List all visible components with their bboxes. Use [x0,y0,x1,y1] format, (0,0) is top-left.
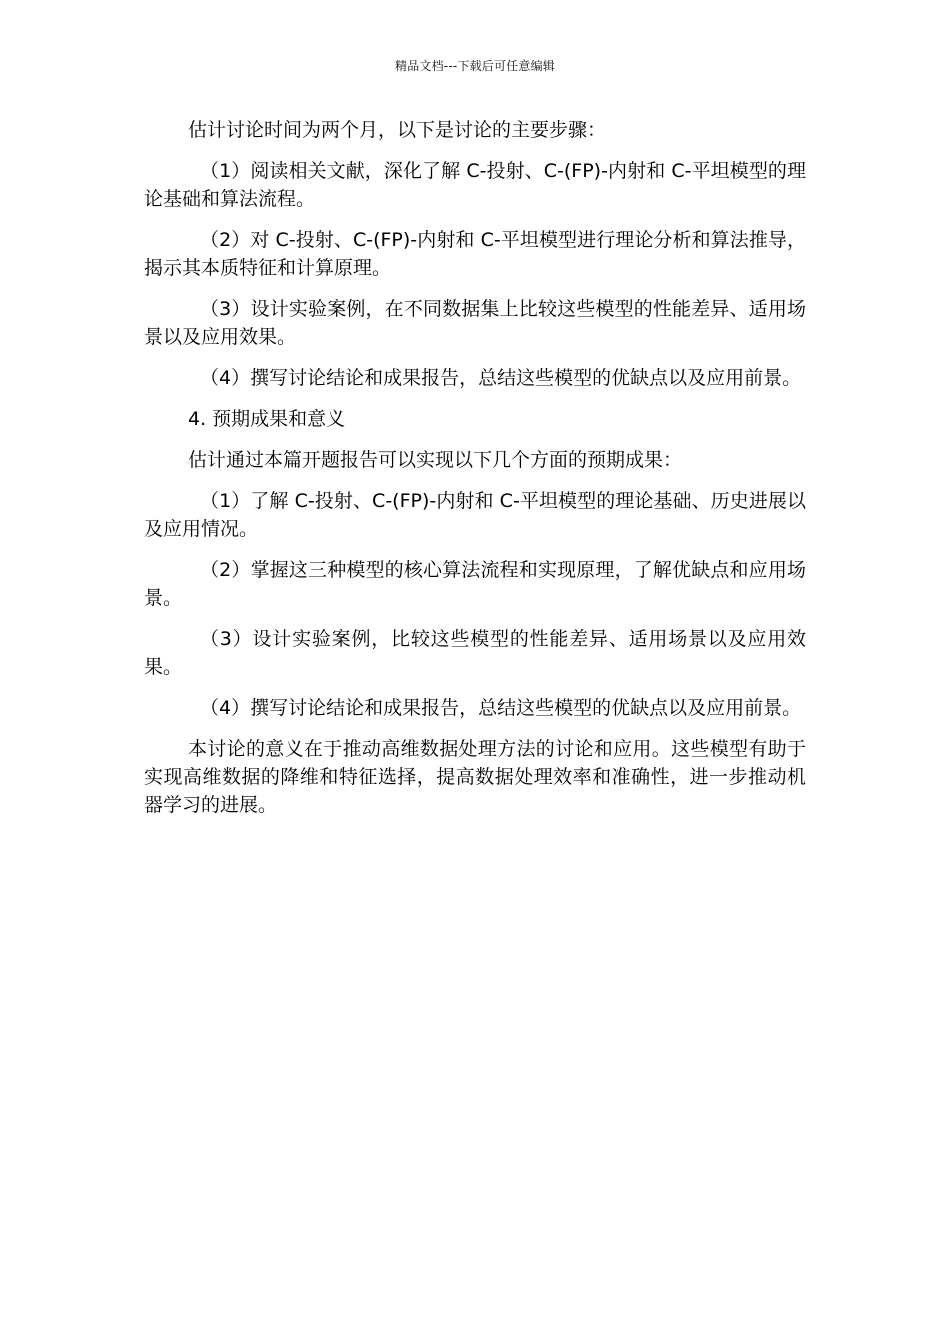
intro-paragraph: 估计讨论时间为两个月，以下是讨论的主要步骤： [188,119,607,141]
outcome-item-1: （1）了解 C-投射、C-(FP)-内射和 C-平坦模型的理论基础、历史进展以及应用情况。 [144,490,806,540]
step-item-3: （3）设计实验案例，在不同数据集上比较这些模型的性能差异、适用场景以及应用效果。 [144,298,806,348]
section-heading: 4. 预期成果和意义 [188,408,346,430]
outcome-item-2: （2）掌握这三种模型的核心算法流程和实现原理，了解优缺点和应用场景。 [144,559,806,609]
outcome-item-3: （3）设计实验案例，比较这些模型的性能差异、适用场景以及应用效果。 [144,628,806,678]
outcomes-intro-paragraph: 估计通过本篇开题报告可以实现以下几个方面的预期成果： [188,449,683,471]
document-body [144,116,806,832]
step-item-2: （2）对 C-投射、C-(FP)-内射和 C-平坦模型进行理论分析和算法推导，揭示其本质特征和计算原理。 [144,229,806,279]
outcome-item-4: （4）撰写讨论结论和成果报告，总结这些模型的优缺点以及应用前景。 [200,697,802,719]
step-item-4: （4）撰写讨论结论和成果报告，总结这些模型的优缺点以及应用前景。 [200,367,802,389]
significance-paragraph: 本讨论的意义在于推动高维数据处理方法的讨论和应用。这些模型有助于实现高维数据的降维和特征选择，提高数据处理效率和准确性，进一步推动机器学习的进展。 [144,738,806,816]
page-header: 精品文档---下载后可任意编辑 [395,59,555,73]
step-item-1: （1）阅读相关文献，深化了解 C-投射、C-(FP)-内射和 C-平坦模型的理论基础和算法流程。 [144,160,806,210]
